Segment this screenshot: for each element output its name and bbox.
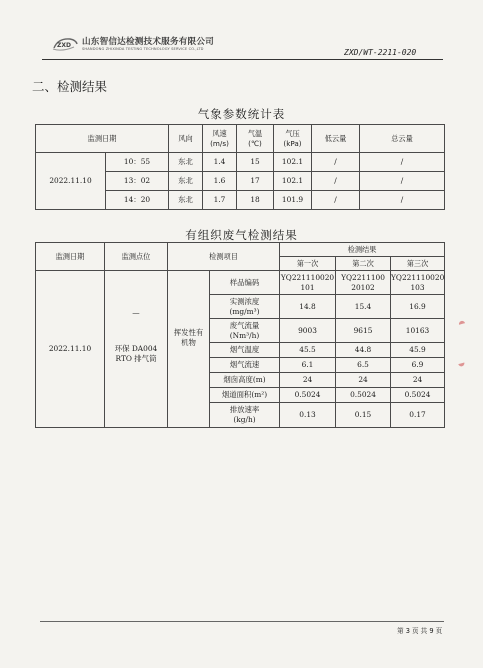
third-value: YQ221110020 103	[391, 271, 445, 295]
gas-item-cell	[168, 271, 210, 428]
gas-header-third: 第三次	[391, 257, 445, 271]
weather-low-cloud: /	[312, 153, 360, 172]
weather-wind-dir: 东北	[169, 153, 203, 172]
second-value: YQ2211100 20102	[336, 271, 391, 295]
second-value: 0.5024	[336, 388, 391, 403]
second-value: 6.5	[336, 358, 391, 373]
row-label: 烟气温度	[210, 343, 280, 358]
weather-header-pressure: 气压 (kPa)	[274, 125, 312, 153]
weather-wind-speed: 1.6	[203, 172, 237, 191]
weather-header-wind-speed: 风速 (m/s)	[203, 125, 237, 153]
weather-total-cloud: /	[360, 191, 445, 210]
gas-result-table	[35, 242, 445, 428]
weather-wind-speed: 1.7	[203, 191, 237, 210]
third-value: 0.17	[391, 403, 445, 428]
second-value: 24	[336, 373, 391, 388]
first-value: YQ221110020 101	[280, 271, 336, 295]
first-value: 0.5024	[280, 388, 336, 403]
weather-header-wind-dir: 风向	[169, 125, 203, 153]
second-value: 9615	[336, 319, 391, 343]
weather-temp: 18	[237, 191, 274, 210]
weather-table-title: 气象参数统计表	[197, 107, 286, 121]
second-value: 0.15	[336, 403, 391, 428]
first-value: 6.1	[280, 358, 336, 373]
gas-point-cell	[105, 271, 168, 428]
point-line-2: RTO 排气筒	[115, 353, 157, 363]
third-value: 45.9	[391, 343, 445, 358]
gas-header-point: 监测点位	[105, 243, 168, 271]
header-divider	[42, 59, 443, 60]
company-name-cn: 山东智信达检测技术服务有限公司	[82, 37, 214, 47]
weather-time: 14：20	[106, 191, 169, 210]
weather-header-date: 监测日期	[36, 125, 169, 153]
third-value: 10163	[391, 319, 445, 343]
weather-header-total-cloud: 总云量	[360, 125, 445, 153]
weather-temp: 15	[237, 153, 274, 172]
first-value: 45.5	[280, 343, 336, 358]
point-mark: —	[132, 308, 140, 318]
gas-header-item: 检测项目	[168, 243, 280, 271]
row-label: 烟气流速	[210, 358, 280, 373]
weather-pressure: 102.1	[274, 153, 312, 172]
first-value: 9003	[280, 319, 336, 343]
weather-header-temp: 气温 (℃)	[237, 125, 274, 153]
seal-edge-mark: ◗	[457, 361, 468, 368]
weather-date-cell: 2022.11.10	[36, 153, 106, 210]
first-value: 24	[280, 373, 336, 388]
item-line-2: 机物	[181, 338, 196, 347]
first-value: 14.8	[280, 295, 336, 319]
seal-edge-mark: ◖	[457, 319, 468, 326]
gas-header-date: 监测日期	[36, 243, 105, 271]
row-label: 废气流量 (Nm³/h)	[210, 319, 280, 343]
second-value: 15.4	[336, 295, 391, 319]
row-label: 烟囱高度(m)	[210, 373, 280, 388]
weather-wind-speed: 1.4	[203, 153, 237, 172]
weather-header-low-cloud: 低云量	[312, 125, 360, 153]
item-line-1: 挥发性有	[173, 328, 204, 338]
third-value: 24	[391, 373, 445, 388]
page-number: 第 3 页 共 9 页	[397, 627, 443, 635]
weather-table	[35, 124, 445, 210]
company-logo-icon	[52, 36, 78, 52]
second-value: 44.8	[336, 343, 391, 358]
weather-low-cloud: /	[312, 191, 360, 210]
document-number: ZXD/WT-2211-020	[344, 48, 417, 57]
third-value: 6.9	[391, 358, 445, 373]
company-name-en: SHANDONG ZHIXINDA TESTING TECHNOLOGY SERVICE CO.,LTD	[82, 47, 204, 51]
weather-low-cloud: /	[312, 172, 360, 191]
weather-pressure: 102.1	[274, 172, 312, 191]
table-row	[36, 271, 445, 295]
weather-total-cloud: /	[360, 153, 445, 172]
logo-text: ZXD	[57, 42, 71, 49]
gas-header-second: 第二次	[336, 257, 391, 271]
row-label: 实测浓度 (mg/m³)	[210, 295, 280, 319]
weather-time: 10：55	[106, 153, 169, 172]
weather-temp: 17	[237, 172, 274, 191]
row-label: 样品编码	[210, 271, 280, 295]
first-value: 0.13	[280, 403, 336, 428]
third-value: 16.9	[391, 295, 445, 319]
point-line-1: 环保 DA004	[114, 344, 158, 353]
row-label: 烟道面积(m²)	[210, 388, 280, 403]
row-label: 排放速率 (kg/h)	[210, 403, 280, 428]
gas-header-first: 第一次	[280, 257, 336, 271]
section-title: 二、检测结果	[32, 79, 108, 94]
gas-date-cell: 2022.11.10	[36, 271, 105, 428]
gas-table-title: 有组织废气检测结果	[185, 228, 298, 242]
weather-time: 13：02	[106, 172, 169, 191]
table-row	[36, 153, 445, 172]
footer-divider	[40, 621, 444, 622]
weather-total-cloud: /	[360, 172, 445, 191]
weather-wind-dir: 东北	[169, 191, 203, 210]
weather-pressure: 101.9	[274, 191, 312, 210]
gas-header-result: 检测结果	[280, 243, 445, 257]
third-value: 0.5024	[391, 388, 445, 403]
weather-wind-dir: 东北	[169, 172, 203, 191]
